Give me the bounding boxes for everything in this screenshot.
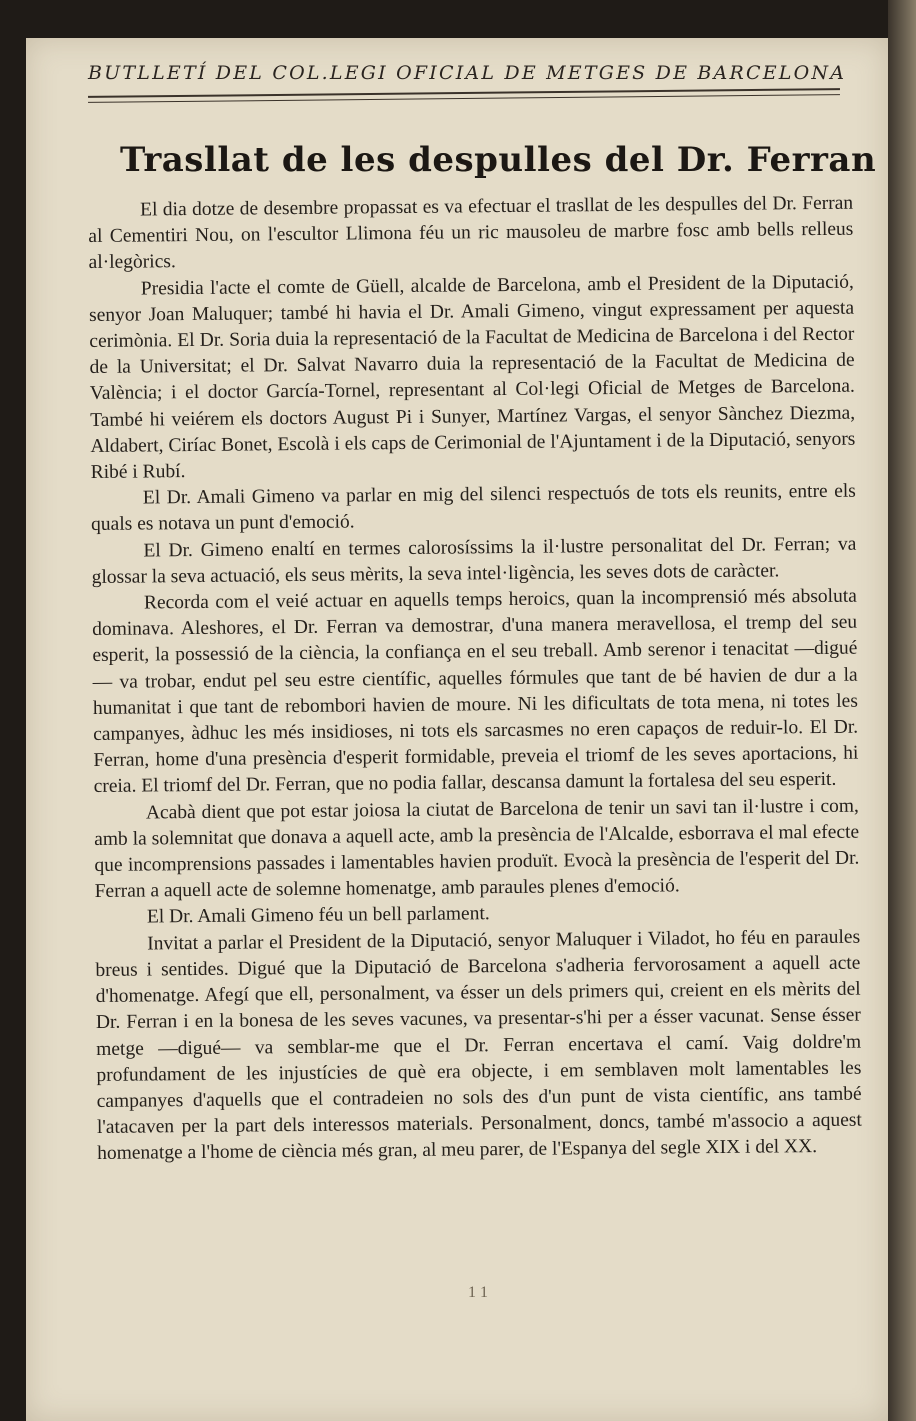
page-number: 1 1 xyxy=(468,1284,488,1301)
paragraph: Invitat a parlar el President de la Diputació, senyor Maluquer i Viladot, ho féu en paraules breus i sentides. Digué que la Diputació de Barcelona s'adheria fervorosament a aquell acte d'homenatge. Afegí que ell, personalment, va ésser un dels primers qui, creient en els mèrits del Dr. Ferran i en la bonesa de les seves vacunes, va presentar-s'hi per a ésser vacunat. Sense ésser metge —digué— va semblar-me que el Dr. Ferran encertava el camí. Vaig doldre'm profundament de les injustícies de què era objecte, i em semblaven molt lamentables les campanyes d'aquells que el contradeien no sols des d'un punt de vista científic, ans també l'atacaven per la part dels interessos materials. Personalment, doncs, també m'associo a aquest homenatge a l'home de ciència més gran, al meu parer, de l'Espanya del segle XIX i del XX. xyxy=(95,926,862,1165)
paragraph: El Dr. Gimeno enaltí en termes calorosíssims la il·lustre personalitat del Dr. Ferran; va glossar la seva actuació, els seus mèrits, la seva intel·ligència, les seves dots de caràcter. xyxy=(91,533,857,588)
paragraph: El Dr. Amali Gimeno va parlar en mig del silenci respectuós de tots els reunits, entre els quals es notava un punt d'emoció. xyxy=(91,480,856,536)
article-body xyxy=(88,191,862,1168)
paragraph: El dia dotze de desembre propassat es va efectuar el trasllat de les despulles del Dr. Ferran al Cementiri Nou, on l'escultor Llimona féu un ric mausoleu de marbre fosc amb bells relleus al·legòrics. xyxy=(88,192,854,274)
paragraph: Acabà dient que pot estar joiosa la ciutat de Barcelona de tenir un savi tan il·lustre i com, amb la solemnitat que donava a aquell acte, amb la presència de l'Alcalde, esborrava el mal efecte que incomprensions passades i lamentables havien produït. Evocà la presència de l'esperit del Dr. Ferran a aquell acte de solemne homenatge, amb paraules plenes d'emoció. xyxy=(94,795,860,903)
paragraph: Presidia l'acte el comte de Güell, alcalde de Barcelona, amb el President de la Diputació, senyor Joan Maluquer; també hi havia el Dr. Amali Gimeno, vingut expressament per aquesta cerimònia. El Dr. Soria duia la representació de la Facultat de Medicina de Barcelona i del Rector de la Universitat; el Dr. Salvat Navarro duia la representació de la Facultat de Medicina de València; i el doctor García-Tornel, representant al Col·legi Oficial de Metges de Barcelona. També hi veiérem els doctors August Pi i Sunyer, Martínez Vargas, el senyor Sànchez Diezma, Aldabert, Ciríac Bonet, Escolà i els caps de Cerimonial de l'Ajuntament i de la Diputació, senyors Ribé i Rubí. xyxy=(89,271,856,484)
article-title: Trasllat de les despulles del Dr. Ferran xyxy=(120,140,877,180)
paragraph: Recorda com el veié actuar en aquells temps heroics, quan la incomprensió més absoluta dominava. Aleshores, el Dr. Ferran va demostrar, d'una manera meravellosa, el tremp del seu esperit, la possessió de la ciència, la confiança en el seu treball. Amb serenor i tenacitat —digué— va trobar, endut pel seu estre científic, aquelles fórmules que tant de bé havien de dur a la humanitat i que tant de rebombori havien de moure. Ni les dificultats de tota mena, ni totes les campanyes, àdhuc les més insidioses, ni tots els sarcasmes no eren capaços de reduir-lo. El Dr. Ferran, home d'una presència d'esperit formidable, preveia el triomf de les seves aportacions, hi creia. El triomf del Dr. Ferran, que no podia fallar, descansa damunt la fortalesa del seu esperit. xyxy=(92,585,859,798)
page-edge xyxy=(888,0,916,1421)
journal-header: BUTLLETÍ DEL COL.LEGI OFICIAL DE METGES DE BARCELONA xyxy=(88,62,847,84)
paragraph: El Dr. Amali Gimeno féu un bell parlament. xyxy=(146,903,490,928)
